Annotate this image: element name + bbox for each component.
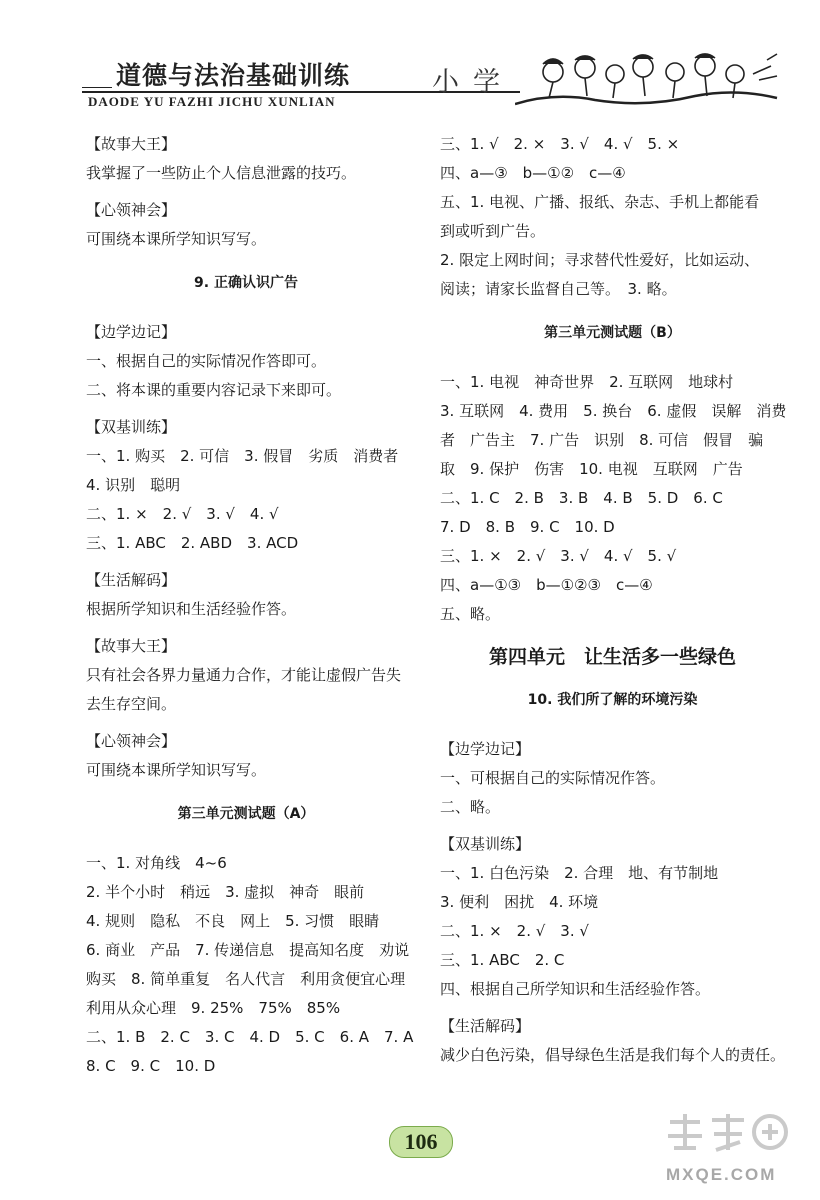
section-heading: 【双基训练】 — [440, 835, 531, 853]
answer-line: 者 广告主 7. 广告 识别 8. 可信 假冒 骗 — [440, 431, 764, 449]
answer-line: 6. 商业 产品 7. 传递信息 提高知名度 劝说 — [86, 941, 410, 959]
book-title-pinyin: DAODE YU FAZHI JICHU XUNLIAN — [88, 94, 336, 109]
answer-line: 3. 互联网 4. 费用 5. 换台 6. 虚假 误解 消费 — [440, 402, 787, 420]
section-heading: 【故事大王】 — [86, 637, 177, 655]
answer-line: 三、1. √ 2. × 3. √ 4. √ 5. × — [440, 135, 680, 153]
svg-text:MXQE.COM: MXQE.COM — [666, 1165, 777, 1184]
answer-line: 二、略。 — [440, 798, 501, 816]
answer-line: 三、1. ABC 2. C — [440, 951, 565, 969]
lesson-title: 第三单元测试题（B） — [544, 325, 681, 341]
answer-line: 四、根据自己所学知识和生活经验作答。 — [440, 980, 711, 998]
answer-line: 三、1. ABC 2. ABD 3. ACD — [86, 534, 299, 552]
answer-line: 2. 半个小时 稍远 3. 虚拟 神奇 眼前 — [86, 883, 365, 901]
answer-line: 四、a—③ b—①② c—④ — [440, 164, 626, 182]
answer-line: 取 9. 保护 伤害 10. 电视 互联网 广告 — [440, 460, 743, 478]
unit-title: 第四单元 让生活多一些绿色 — [488, 646, 736, 668]
answer-line: 二、1. × 2. √ 3. √ — [440, 922, 589, 940]
section-heading: 【生活解码】 — [86, 571, 177, 589]
answer-line: 4. 规则 隐私 不良 网上 5. 习惯 眼睛 — [86, 912, 380, 930]
answer-line: 3. 便利 困扰 4. 环境 — [440, 893, 599, 911]
answer-line: 根据所学知识和生活经验作答。 — [86, 600, 297, 618]
grade-label: 小学 — [432, 67, 514, 98]
lesson-title: 9. 正确认识广告 — [194, 275, 298, 291]
answer-line: 8. C 9. C 10. D — [86, 1057, 216, 1075]
answer-line: 减少白色污染，倡导绿色生活是我们每个人的责任。 — [440, 1046, 786, 1064]
section-heading: 【心领神会】 — [86, 201, 177, 219]
lesson-title: 第三单元测试题（A） — [177, 806, 315, 822]
answer-line: 一、1. 电视 神奇世界 2. 互联网 地球村 — [440, 373, 734, 391]
answer-line: 二、1. C 2. B 3. B 4. B 5. D 6. C — [440, 489, 723, 507]
page-header — [0, 0, 820, 120]
answer-line: 一、1. 白色污染 2. 合理 地、有节制地 — [440, 864, 719, 882]
answer-line: 阅读；请家长监督自己等。 3. 略。 — [440, 280, 677, 298]
page-number: 106 — [389, 1126, 453, 1158]
answer-line: 二、1. B 2. C 3. C 4. D 5. C 6. A 7. A — [86, 1028, 414, 1046]
answer-line: 可围绕本课所学知识写写。 — [86, 761, 267, 779]
section-heading: 【故事大王】 — [86, 135, 177, 153]
section-heading: 【生活解码】 — [440, 1017, 531, 1035]
section-heading: 【边学边记】 — [440, 740, 531, 758]
answer-line: 一、可根据自己的实际情况作答。 — [440, 769, 666, 787]
answer-line: 到或听到广告。 — [440, 222, 546, 240]
section-heading: 【心领神会】 — [86, 732, 177, 750]
answer-line: 五、1. 电视、广播、报纸、杂志、手机上都能看 — [440, 193, 760, 211]
answer-line: 7. D 8. B 9. C 10. D — [440, 518, 615, 536]
answer-line: 三、1. × 2. √ 3. √ 4. √ 5. √ — [440, 547, 677, 565]
answer-line: 去生存空间。 — [86, 695, 177, 713]
section-heading: 【双基训练】 — [86, 418, 177, 436]
section-heading: 【边学边记】 — [86, 323, 177, 341]
watermark-logo — [660, 1108, 800, 1188]
answer-line: 可围绕本课所学知识写写。 — [86, 230, 267, 248]
cartoon-kids-illustration — [515, 52, 785, 112]
answer-line: 四、a—①③ b—①②③ c—④ — [440, 576, 653, 594]
right-column — [440, 130, 785, 1070]
answer-line: 利用从众心理 9. 25% 75% 85% — [86, 999, 341, 1017]
answer-line: 只有社会各界力量通力合作，才能让虚假广告失 — [86, 666, 402, 684]
answer-line: 购买 8. 简单重复 名人代言 利用贪便宜心理 — [86, 970, 406, 988]
answer-line: 我掌握了一些防止个人信息泄露的技巧。 — [86, 164, 357, 182]
lesson-title: 10. 我们所了解的环境污染 — [527, 692, 698, 708]
left-column — [86, 130, 414, 1081]
answer-line: 一、根据自己的实际情况作答即可。 — [86, 352, 327, 370]
answer-line: 五、略。 — [440, 605, 501, 623]
header-rule-accent — [82, 87, 112, 88]
answer-line: 2. 限定上网时间；寻求替代性爱好，比如运动、 — [440, 251, 760, 269]
answer-line: 二、1. × 2. √ 3. √ 4. √ — [86, 505, 279, 523]
answer-line: 4. 识别 聪明 — [86, 476, 181, 494]
answer-line: 一、1. 购买 2. 可信 3. 假冒 劣质 消费者 — [86, 447, 399, 465]
answer-line: 二、将本课的重要内容记录下来即可。 — [86, 381, 342, 399]
answer-line: 一、1. 对角线 4~6 — [86, 854, 227, 872]
book-title: 道德与法治基础训练 — [116, 61, 351, 90]
